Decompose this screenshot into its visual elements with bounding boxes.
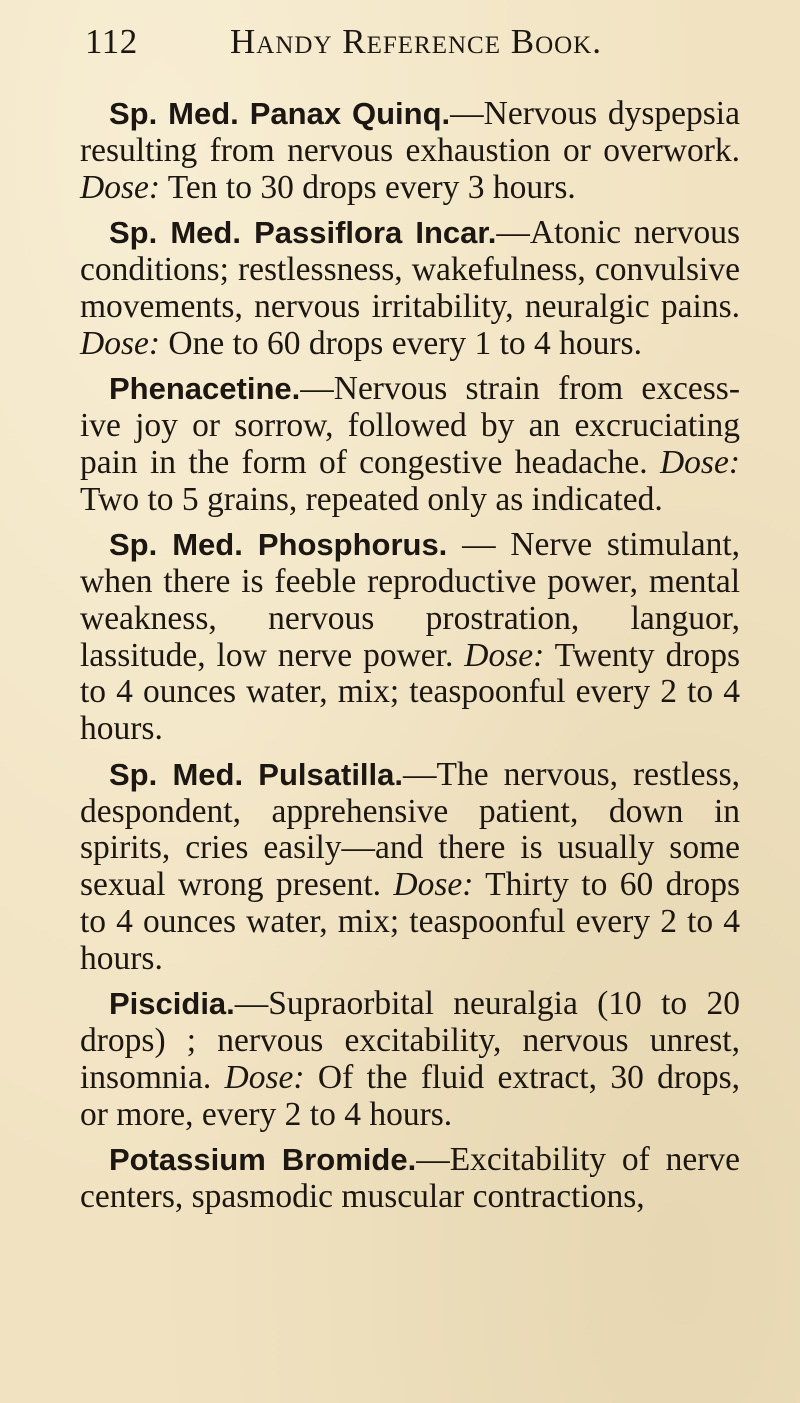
entry-description: —Nervous strain from excessive joy or sorrow, followed by an excruciating pain in the form of congestive headache. — [80, 370, 740, 481]
entry-name: Sp. Med. Passiflora Incar. — [109, 215, 497, 251]
dose-label: Dose: — [393, 866, 474, 903]
running-head — [85, 20, 730, 64]
dose-label: Dose: — [224, 1058, 305, 1096]
page-number: 112 — [85, 22, 138, 61]
entry-name: Potassium Bromide. — [109, 1142, 417, 1178]
dose-text: One to 60 drops every 1 to 4 hours. — [160, 324, 642, 362]
entry-pulsatilla — [80, 757, 740, 978]
entry-potassium-bromide — [80, 1142, 740, 1216]
entry-name: Sp. Med. Pulsatilla. — [109, 756, 404, 792]
entry-phenacetine — [80, 371, 740, 518]
entry-piscidia — [80, 986, 740, 1133]
dose-label: Dose: — [80, 168, 161, 206]
entry-name: Piscidia. — [109, 986, 235, 1022]
dose-text: Of the fluid extract, 30 drops, or more, every 2 to 4 hours. — [80, 1058, 740, 1133]
dose-text: Ten to 30 drops every 3 hours. — [160, 168, 576, 206]
page-body — [80, 96, 740, 1225]
entry-passiflora-incar — [80, 215, 740, 362]
entry-description: —Atonic nervous conditions; restlessness, wakefulness, convulsive movements, nervous irritability, neuralgic pains. — [80, 214, 740, 325]
dose-text: Thirty to 60 drops to 4 ounces water, mix; teaspoonful every 2 to 4 hours. — [80, 866, 741, 977]
entry-description: — Nerve stimulant, when there is feeble reproductive power, mental weakness, nervous prostration, languor, lassitude, low nerve power. — [80, 526, 740, 674]
entry-panax-quinq — [80, 96, 740, 206]
entry-name: Sp. Med. Panax Quinq. — [109, 96, 451, 131]
entry-phosphorus — [80, 527, 740, 748]
entry-description: —Supraorbital neuralgia (10 to 20 drops) ; nervous excitability, nervous unrest, insomnia. — [80, 985, 740, 1096]
running-title: Handy Reference Book. — [230, 22, 602, 61]
entry-name: Sp. Med. Phosphorus. — [109, 527, 448, 563]
dose-label: Dose: — [80, 324, 161, 362]
dose-text: Two to 5 grains, repeated only as indicated. — [80, 480, 663, 518]
dose-label: Dose: — [659, 443, 740, 481]
entry-name: Phenacetine. — [109, 371, 301, 407]
entry-description: —Nervous dyspepsia resulting from nervous exhaustion or overwork. — [80, 95, 740, 169]
dose-text: Twenty drops to 4 ounces water, mix; teaspoonful every 2 to 4 hours. — [80, 636, 741, 747]
dose-label: Dose: — [464, 636, 545, 674]
entry-description: —The nervous, restless, despondent, apprehensive patient, down in spirits, cries easily—and there is usually some sexual wrong present. — [80, 755, 740, 903]
entry-description: —Excitability of nerve centers, spasmodic muscular contractions, — [80, 1141, 740, 1215]
